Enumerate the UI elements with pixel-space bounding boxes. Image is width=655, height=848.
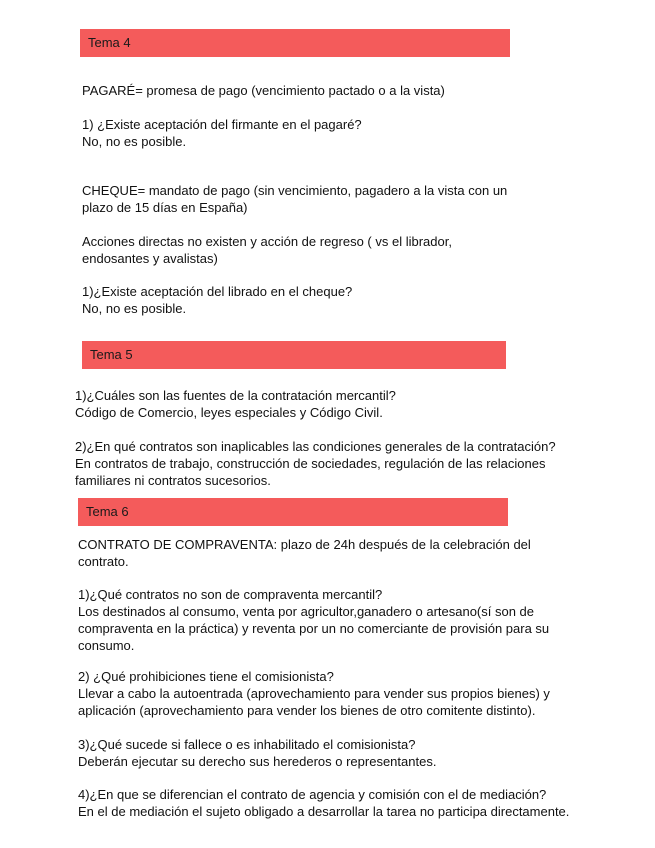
section-title: Tema 4 bbox=[88, 35, 131, 50]
paragraph-compraventa-definition: CONTRATO DE COMPRAVENTA: plazo de 24h después de la celebración del contrato. bbox=[78, 537, 531, 569]
section-title: Tema 5 bbox=[90, 347, 133, 362]
paragraph-comisionista-prohibiciones: 2) ¿Qué prohibiciones tiene el comisionista? Llevar a cabo la autoentrada (aprovechamiento para vender sus propios bienes) y aplicación (aprovechamiento para vender los bienes de otro comitente distinto). bbox=[78, 669, 550, 718]
paragraph-comisionista-fallece: 3)¿Qué sucede si fallece o es inhabilitado el comisionista? Deberán ejecutar su derecho sus herederos o representantes. bbox=[78, 737, 437, 769]
section-header-tema-5 bbox=[82, 341, 506, 369]
paragraph-compraventa-question: 1)¿Qué contratos no son de compraventa mercantil? Los destinados al consumo, venta por agricultor,ganadero o artesano(sí son de compraventa en la práctica) y reventa por un no comerciante de provisión para su consumo. bbox=[78, 587, 550, 653]
paragraph-acciones: Acciones directas no existen y acción de regreso ( vs el librador, endosantes y avalistas) bbox=[82, 234, 452, 266]
paragraph-condiciones-question: 2)¿En qué contratos son inaplicables las condiciones generales de la contratación? En contratos de trabajo, construcción de sociedades, regulación de las relaciones familiares ni contratos sucesorios. bbox=[75, 439, 556, 488]
section-header-tema-4 bbox=[80, 29, 510, 57]
paragraph-pagare-question: 1) ¿Existe aceptación del firmante en el pagaré? No, no es posible. bbox=[82, 117, 362, 149]
paragraph-cheque-definition: CHEQUE= mandato de pago (sin vencimiento, pagadero a la vista con un plazo de 15 días en España) bbox=[82, 183, 508, 215]
paragraph-pagare-definition: PAGARÉ= promesa de pago (vencimiento pactado o a la vista) bbox=[82, 83, 445, 98]
section-header-tema-6 bbox=[78, 498, 508, 526]
paragraph-cheque-question: 1)¿Existe aceptación del librado en el cheque? No, no es posible. bbox=[82, 284, 353, 316]
paragraph-fuentes-question: 1)¿Cuáles son las fuentes de la contratación mercantil? Código de Comercio, leyes especiales y Código Civil. bbox=[75, 388, 396, 420]
section-title: Tema 6 bbox=[86, 504, 129, 519]
paragraph-mediacion-question: 4)¿En que se diferencian el contrato de agencia y comisión con el de mediación? En el de mediación el sujeto obligado a desarrollar la tarea no participa directamente. bbox=[78, 787, 570, 819]
